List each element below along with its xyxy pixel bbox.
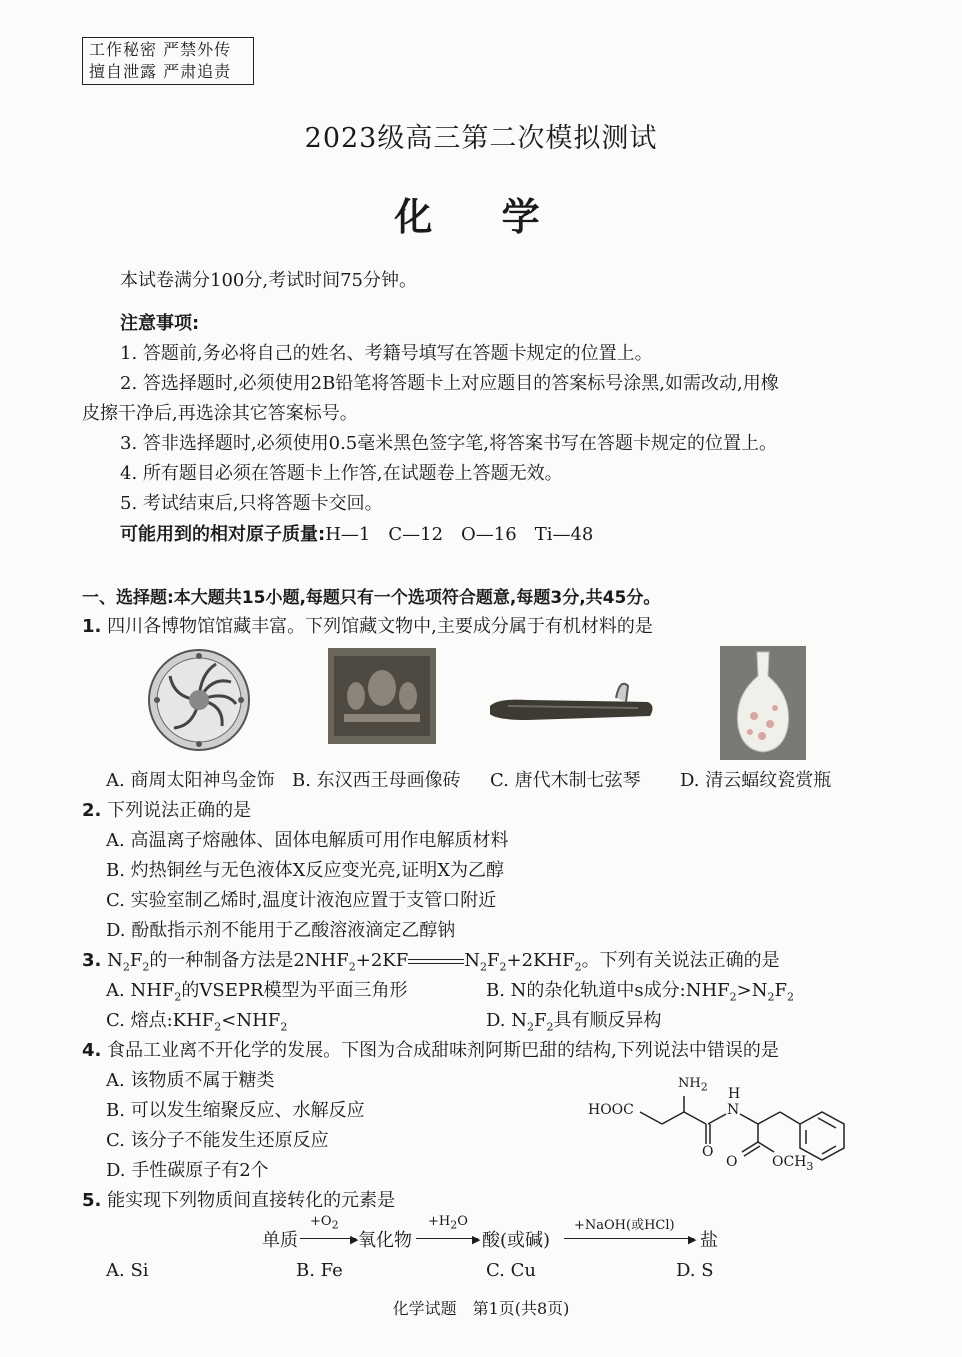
scheme-arrow-1	[300, 1238, 356, 1239]
q3-sub: 2	[767, 990, 775, 1004]
q3-stem-part: 的一种制备方法是2NHF	[149, 950, 349, 971]
q2-stem	[82, 796, 251, 826]
q1-text: 四川各博物馆馆藏丰富。下列馆藏文物中,主要成分属于有机材料的是	[107, 616, 653, 637]
q3-opt-part: <NHF	[221, 1010, 281, 1031]
q3-sub: 2	[214, 1020, 222, 1034]
nh2-label: NH	[678, 1076, 701, 1091]
q3-opt-part: C. 熔点:KHF	[106, 1010, 215, 1031]
q4-option-d: D. 手性碳原子有2个	[106, 1160, 269, 1181]
q1-stem	[82, 612, 653, 642]
q3-stem-part: N	[464, 950, 480, 971]
och-label: OCH	[772, 1154, 807, 1170]
atomic-mass-label: 可能用到的相对原子质量:	[120, 524, 326, 545]
aspartame-structure	[586, 1074, 876, 1178]
nh2-group	[678, 1076, 708, 1094]
q3-sub: 2	[787, 990, 795, 1004]
q3-stem-part: +2KHF	[506, 950, 575, 971]
page-footer: 化学试题 第1页(共8页)	[392, 1299, 570, 1318]
q5-option-a: A. Si	[106, 1260, 149, 1281]
arrow-head-2: ▶	[472, 1233, 481, 1246]
confidential-stamp	[82, 37, 254, 85]
q1-option-a: A. 商周太阳神鸟金饰	[106, 770, 275, 791]
q3-sub: 2	[280, 1020, 288, 1034]
q4-option-a: A. 该物质不属于糖类	[106, 1070, 275, 1091]
q4-option-c: C. 该分子不能发生还原反应	[106, 1130, 329, 1151]
q3-stem-part: F	[486, 950, 500, 971]
q5-option-b: B. Fe	[296, 1260, 343, 1281]
section1-heading: 一、选择题:本大题共15小题,每题只有一个选项符合题意,每题3分,共45分。	[82, 588, 661, 608]
porcelain-vase-image	[720, 646, 806, 760]
reagent-1-sub: 2	[331, 1218, 339, 1232]
q3-opt-part: F	[533, 1010, 547, 1031]
q1-number: 1.	[82, 616, 102, 637]
note-item-1: 1. 答题前,务必将自己的姓名、考籍号填写在答题卡规定的位置上。	[120, 343, 653, 364]
reagent-2-b: O	[457, 1214, 468, 1229]
reagent-2-sub: 2	[450, 1218, 458, 1232]
q4-text: 食品工业离不开化学的发展。下图为合成甜味剂阿斯巴甜的结构,下列说法中错误的是	[107, 1040, 779, 1061]
q3-opt-part: F	[774, 980, 788, 1001]
q2-option-a: A. 高温离子熔融体、固体电解质可用作电解质材料	[106, 830, 509, 851]
q3-stem-part: N	[107, 950, 123, 971]
q3-sub: 2	[122, 960, 130, 974]
hooc-group: HOOC	[588, 1102, 634, 1118]
scheme-element: 单质	[262, 1230, 298, 1251]
q3-stem-part: 。下列有关说法正确的是	[581, 950, 780, 971]
q1-option-c: C. 唐代木制七弦琴	[490, 770, 641, 791]
q3-sub: 2	[574, 960, 582, 974]
exam-title: 2023级高三第二次模拟测试	[304, 123, 658, 154]
q2-number: 2.	[82, 800, 102, 821]
q5-text: 能实现下列物质间直接转化的元素是	[107, 1190, 396, 1211]
q3-opt-part: B. N的杂化轨道中s成分:NHF	[486, 980, 730, 1001]
amide-n: N	[727, 1102, 740, 1118]
q3-sub: 2	[142, 960, 150, 974]
q3-stem-part: +2KF	[355, 950, 409, 971]
q3-stem-part: F	[129, 950, 143, 971]
scheme-oxide: 氧化物	[358, 1230, 412, 1251]
scheme-acid-base: 酸(或碱)	[482, 1230, 551, 1251]
atomic-mass-line	[120, 520, 593, 550]
scheme-reagent-2	[428, 1214, 468, 1232]
q3-sub: 2	[499, 960, 507, 974]
q2-text: 下列说法正确的是	[107, 800, 252, 821]
arrow-head-1: ▶	[350, 1233, 359, 1246]
q5-option-d: D. S	[676, 1260, 714, 1281]
q1-option-b: B. 东汉西王母画像砖	[292, 770, 461, 791]
q3-sub: 2	[479, 960, 487, 974]
q5-number: 5.	[82, 1190, 102, 1211]
wooden-zither-image	[488, 672, 658, 732]
q4-number: 4.	[82, 1040, 102, 1061]
q3-opt-part: 具有顺反异构	[553, 1010, 662, 1031]
reagent-2: +H	[428, 1214, 451, 1229]
q3-sub: 2	[546, 1020, 554, 1034]
scheme-salt: 盐	[700, 1230, 718, 1251]
amide-oxygen: O	[702, 1144, 714, 1160]
q2-option-d: D. 酚酞指示剂不能用于乙酸溶液滴定乙醇钠	[106, 920, 456, 941]
q4-stem	[82, 1036, 779, 1066]
q3-sub: 2	[526, 1020, 534, 1034]
methoxy-group	[772, 1154, 813, 1173]
q3-number: 3.	[82, 950, 102, 971]
q3-sub: 2	[174, 990, 182, 1004]
note-item-2: 2. 答选择题时,必须使用2B铅笔将答题卡上对应题目的答案标号涂黑,如需改动,用橡	[120, 373, 779, 394]
atomic-mass-values: H—1 C—12 O—16 Ti—48	[325, 524, 594, 545]
q3-opt-part: 的VSEPR模型为平面三角形	[181, 980, 408, 1001]
note-item-5: 5. 考试结束后,只将答题卡交回。	[120, 493, 383, 514]
amide-h: H	[728, 1086, 741, 1102]
q3-opt-part: A. NHF	[106, 980, 175, 1001]
note-item-2-cont: 皮擦干净后,再选涂其它答案标号。	[82, 403, 358, 424]
scheme-arrow-2	[416, 1238, 478, 1239]
arrow-head-3: ▶	[688, 1233, 697, 1246]
q3-opt-part: D. N	[486, 1010, 527, 1031]
q3-sub: 2	[729, 990, 737, 1004]
note-item-4: 4. 所有题目必须在答题卡上作答,在试题卷上答题无效。	[120, 463, 563, 484]
ester-oxygen: O	[726, 1154, 738, 1170]
q3-sub: 2	[348, 960, 356, 974]
nh2-sub: 2	[700, 1080, 708, 1094]
q1-option-d: D. 清云蝠纹瓷赏瓶	[680, 770, 832, 791]
conversion-scheme	[262, 1212, 732, 1252]
sun-bird-gold-ornament-image	[136, 646, 262, 754]
q3-opt-part: >N	[736, 980, 768, 1001]
q2-option-c: C. 实验室制乙烯时,温度计液泡应置于支管口附近	[106, 890, 497, 911]
scheme-reagent-1	[310, 1214, 339, 1232]
subject-title: 化 学	[394, 194, 568, 239]
stamp-line-1: 工作秘密 严禁外传	[89, 40, 232, 59]
q5-option-c: C. Cu	[486, 1260, 536, 1281]
q4-option-b: B. 可以发生缩聚反应、水解反应	[106, 1100, 365, 1121]
intro-text: 本试卷满分100分,考试时间75分钟。	[120, 270, 417, 291]
scheme-reagent-3: +NaOH(或HCl)	[574, 1218, 675, 1233]
notes-heading: 注意事项:	[120, 313, 200, 334]
och-sub: 3	[806, 1159, 814, 1173]
brick-relief-image	[328, 648, 436, 744]
reagent-1: +O	[310, 1214, 332, 1229]
scheme-arrow-3	[564, 1238, 694, 1239]
note-item-3: 3. 答非选择题时,必须使用0.5毫米黑色签字笔,将答案书写在答题卡规定的位置上。	[120, 433, 777, 454]
equals-sign	[408, 959, 464, 964]
stamp-line-2: 擅自泄露 严肃追责	[89, 62, 232, 81]
q2-option-b: B. 灼热铜丝与无色液体X反应变光亮,证明X为乙醇	[106, 860, 505, 881]
